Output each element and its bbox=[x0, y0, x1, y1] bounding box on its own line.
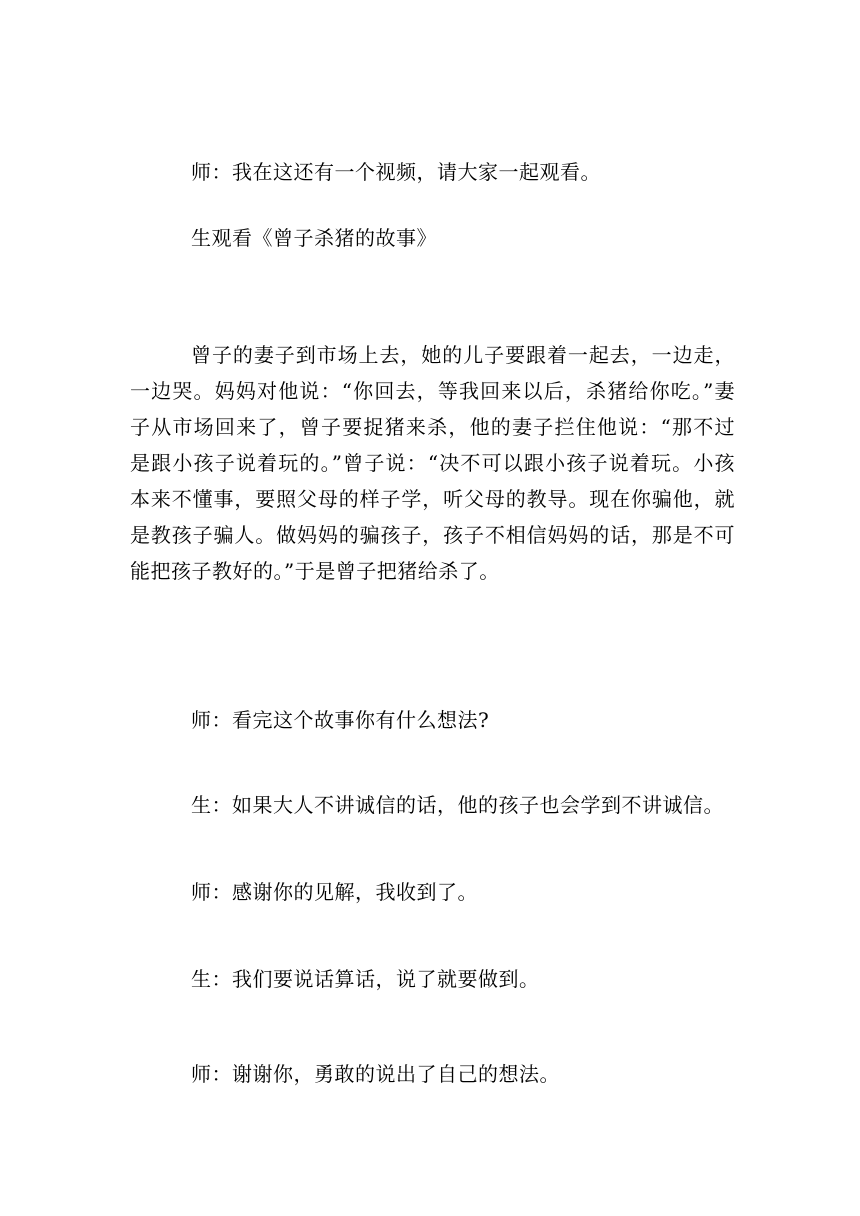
student-answer-line-2: 生：我们要说话算话，说了就要做到。 bbox=[191, 967, 540, 991]
student-answer-line-1: 生：如果大人不讲诚信的话，他的孩子也会学到不讲诚信。 bbox=[191, 793, 724, 817]
teacher-line-video-intro: 师：我在这还有一个视频，请大家一起观看。 bbox=[191, 160, 601, 184]
story-paragraph: 曾子的妻子到市场上去，她的儿子要跟着一起去，一边走，一边哭。妈妈对他说：“你回去，等我回来以后，杀猪给你吃。”妻子从市场回来了，曾子要捉猪来杀，他的妻子拦住他说：“那不过是跟小孩子说着玩的。”曾子说：“决不可以跟小孩子说着玩。小孩本来不懂事，要照父母的样子学，听父母的教导。现在你骗他，就是教孩子骗人。做妈妈的骗孩子，孩子不相信妈妈的话，那是不可能把孩子教好的。”于是曾子把猪给杀了。 bbox=[130, 343, 735, 583]
teacher-response-line-1: 师：感谢你的见解，我收到了。 bbox=[191, 880, 478, 904]
student-watch-line: 生观看《曾子杀猪的故事》 bbox=[191, 226, 437, 250]
teacher-question-line: 师：看完这个故事你有什么想法? bbox=[191, 708, 490, 732]
teacher-response-line-2: 师：谢谢你，勇敢的说出了自己的想法。 bbox=[191, 1062, 560, 1086]
